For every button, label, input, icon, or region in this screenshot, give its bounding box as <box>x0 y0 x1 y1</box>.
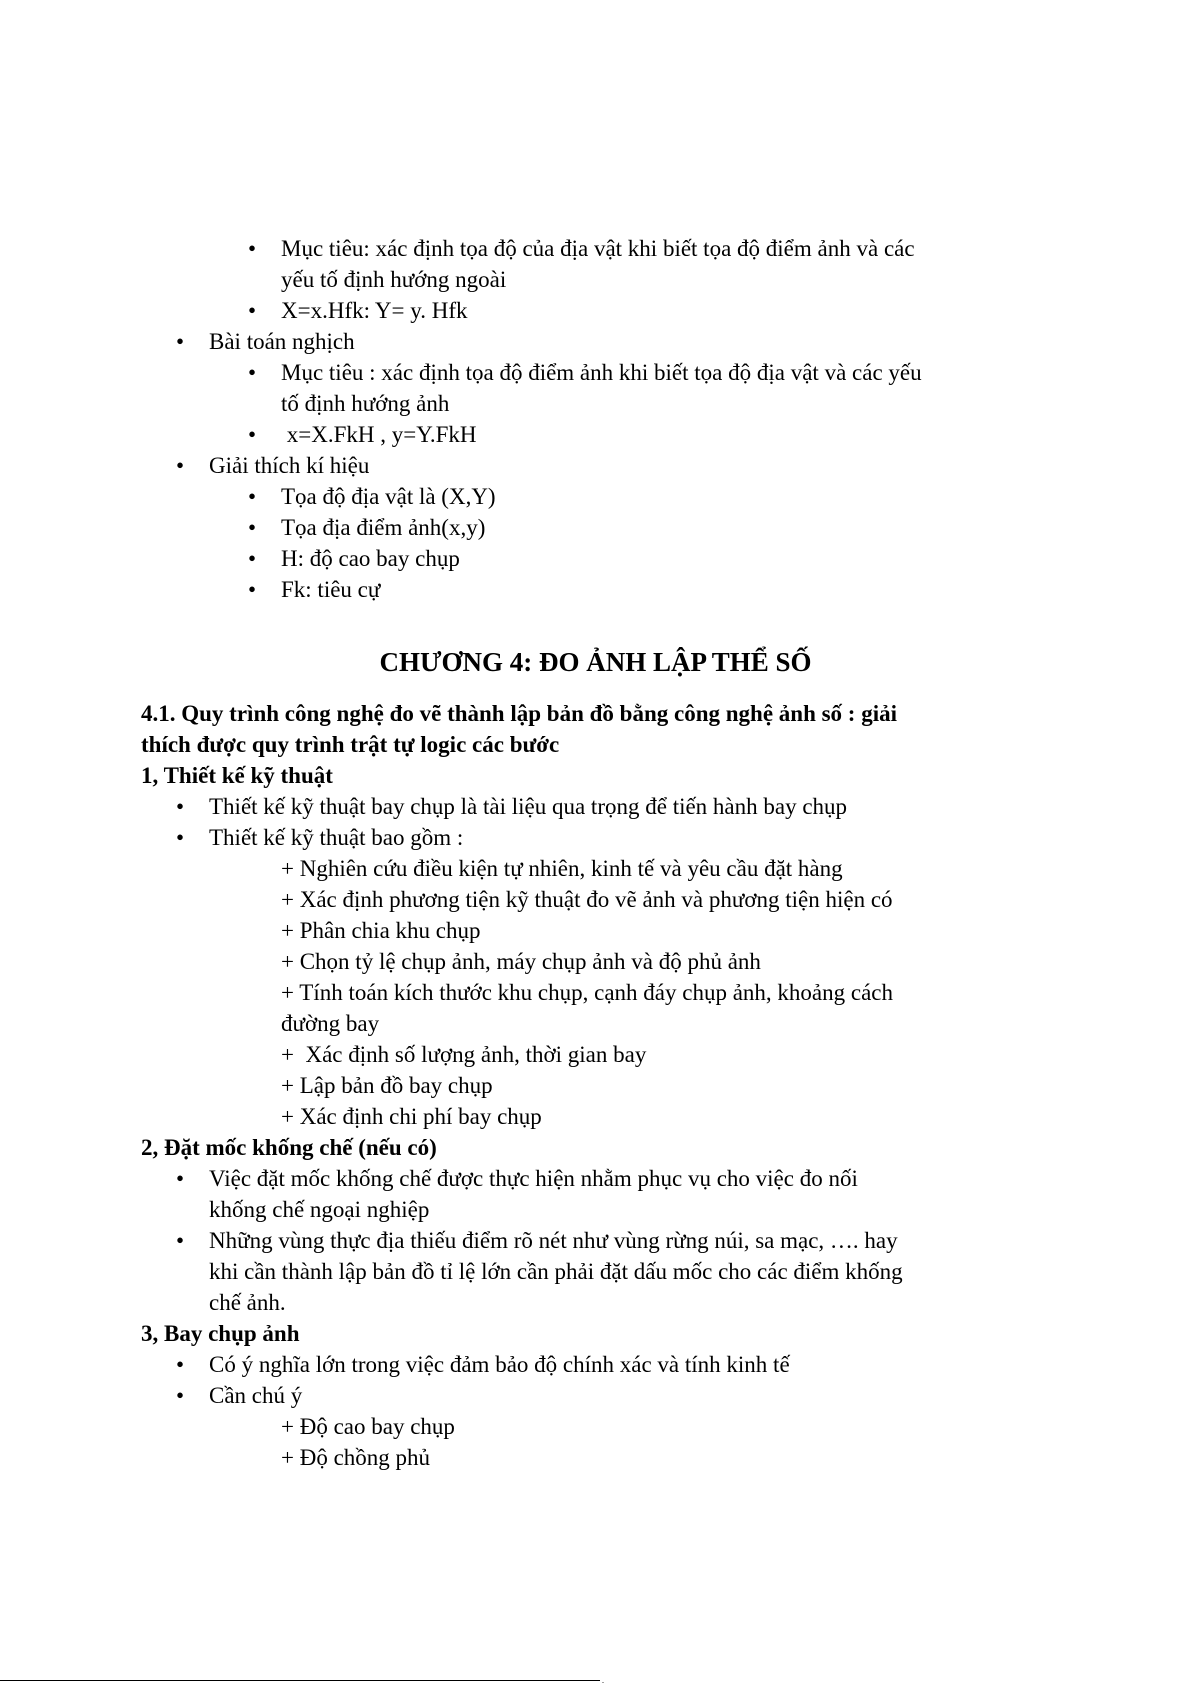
bullet-icon: • <box>248 515 257 540</box>
text-line: Mục tiêu : xác định tọa độ điểm ảnh khi biết tọa độ địa vật và các yếu <box>281 360 922 385</box>
list-item <box>176 326 1056 357</box>
list-item <box>248 512 1056 543</box>
bullet-icon: • <box>248 360 257 385</box>
text-line: x=X.FkH , y=Y.FkH <box>281 422 477 447</box>
list-item <box>176 791 1061 822</box>
step3-bullets <box>176 1349 1061 1411</box>
step2-bullets <box>176 1163 1061 1318</box>
list-item <box>176 1225 1061 1318</box>
bullet-icon: • <box>176 453 185 478</box>
bullet-icon: • <box>248 484 257 509</box>
text-line: tố định hướng ảnh <box>281 391 450 416</box>
sub-item: + Độ chồng phủ <box>281 1445 431 1470</box>
text-line: Thiết kế kỹ thuật bao gồm : <box>209 825 464 850</box>
forward-problem-list <box>248 233 1048 326</box>
sub-item: + Xác định số lượng ảnh, thời gian bay <box>281 1042 647 1067</box>
text-line: khi cần thành lập bản đồ tỉ lệ lớn cần phải đặt dấu mốc cho các điểm khống <box>209 1259 903 1284</box>
sub-item: + Xác định phương tiện kỹ thuật đo vẽ ảnh và phương tiện hiện có <box>281 887 893 912</box>
text-line: Fk: tiêu cự <box>281 577 381 602</box>
list-item <box>176 1163 1061 1225</box>
bullet-icon: • <box>248 298 257 323</box>
section-heading: 4.1. Quy trình công nghệ đo vẽ thành lập bản đồ bằng công nghệ ảnh số : giải <box>141 701 898 726</box>
text-line: H: độ cao bay chụp <box>281 546 460 571</box>
text-line: X=x.Hfk: Y= y. Hfk <box>281 298 468 323</box>
list-item <box>248 295 1048 326</box>
list-item <box>248 233 1048 295</box>
section-heading: thích được quy trình trật tự logic các bước <box>141 732 560 757</box>
bullet-icon: • <box>248 422 257 447</box>
step2-heading: 2, Đặt mốc khống chế (nếu có) <box>141 1135 437 1160</box>
sub-item: + Lập bản đồ bay chụp <box>281 1073 493 1098</box>
list-item <box>248 543 1056 574</box>
bullet-icon: • <box>176 1166 185 1191</box>
inverse-label: Bài toán nghịch <box>209 329 355 354</box>
sub-item: + Độ cao bay chụp <box>281 1414 455 1439</box>
list-item <box>176 1349 1061 1380</box>
section-content <box>141 698 1061 1473</box>
list-item <box>248 357 1056 419</box>
step1-bullets <box>176 791 1061 853</box>
text-line: Tọa địa điểm ảnh(x,y) <box>281 515 486 540</box>
inverse-sublist <box>248 357 1056 450</box>
bullet-icon: • <box>248 577 257 602</box>
bullet-icon: • <box>176 1383 185 1408</box>
text-line: Thiết kế kỹ thuật bay chụp là tài liệu qua trọng để tiến hành bay chụp <box>209 794 848 819</box>
text-line: khống chế ngoại nghiệp <box>209 1197 430 1222</box>
list-item <box>248 419 1056 450</box>
bullet-icon: • <box>248 546 257 571</box>
bullet-icon: • <box>176 329 185 354</box>
bullet-icon: • <box>176 794 185 819</box>
sub-item: + Phân chia khu chụp <box>281 918 481 943</box>
sub-item: + Chọn tỷ lệ chụp ảnh, máy chụp ảnh và độ phủ ảnh <box>281 949 761 974</box>
symbols-label: Giải thích kí hiệu <box>209 453 370 478</box>
bullet-icon: • <box>248 236 257 261</box>
bullet-icon: • <box>176 1228 185 1253</box>
list-item <box>248 481 1056 512</box>
sub-item: + Nghiên cứu điều kiện tự nhiên, kinh tế và yêu cầu đặt hàng <box>281 856 843 881</box>
footer-mark: . <box>602 1676 604 1685</box>
text-line: Những vùng thực địa thiếu điểm rõ nét như vùng rừng núi, sa mạc, …. hay <box>209 1228 898 1253</box>
text-line: Tọa độ địa vật là (X,Y) <box>281 484 496 509</box>
bullet-icon: • <box>176 825 185 850</box>
list-item <box>176 1380 1061 1411</box>
chapter-title: CHƯƠNG 4: ĐO ẢNH LẬP THỂ SỐ <box>379 647 812 677</box>
inverse-problem <box>176 326 1056 605</box>
text-line: Mục tiêu: xác định tọa độ của địa vật khi biết tọa độ điểm ảnh và các <box>281 236 915 261</box>
list-item <box>248 574 1056 605</box>
sub-item: + Xác định chi phí bay chụp <box>281 1104 542 1129</box>
text-line: chế ảnh. <box>209 1290 286 1315</box>
text-line: yếu tố định hướng ngoài <box>281 267 507 292</box>
text-line: Việc đặt mốc khống chế được thực hiện nhằm phục vụ cho việc đo nối <box>209 1166 858 1191</box>
step3-sublist <box>281 1411 1061 1473</box>
sub-item: + Tính toán kích thước khu chụp, cạnh đáy chụp ảnh, khoảng cách <box>281 980 894 1005</box>
text-line: Có ý nghĩa lớn trong việc đảm bảo độ chính xác và tính kinh tế <box>209 1352 790 1377</box>
symbols-sublist <box>248 481 1056 605</box>
footer-rule <box>0 1680 600 1681</box>
list-item <box>176 450 1056 481</box>
text-line: Cần chú ý <box>209 1383 303 1408</box>
step1-sublist <box>281 853 1061 1132</box>
list-item <box>176 822 1061 853</box>
step3-heading: 3, Bay chụp ảnh <box>141 1321 300 1346</box>
sub-item: đường bay <box>281 1011 380 1036</box>
step1-heading: 1, Thiết kế kỹ thuật <box>141 763 333 788</box>
bullet-icon: • <box>176 1352 185 1377</box>
